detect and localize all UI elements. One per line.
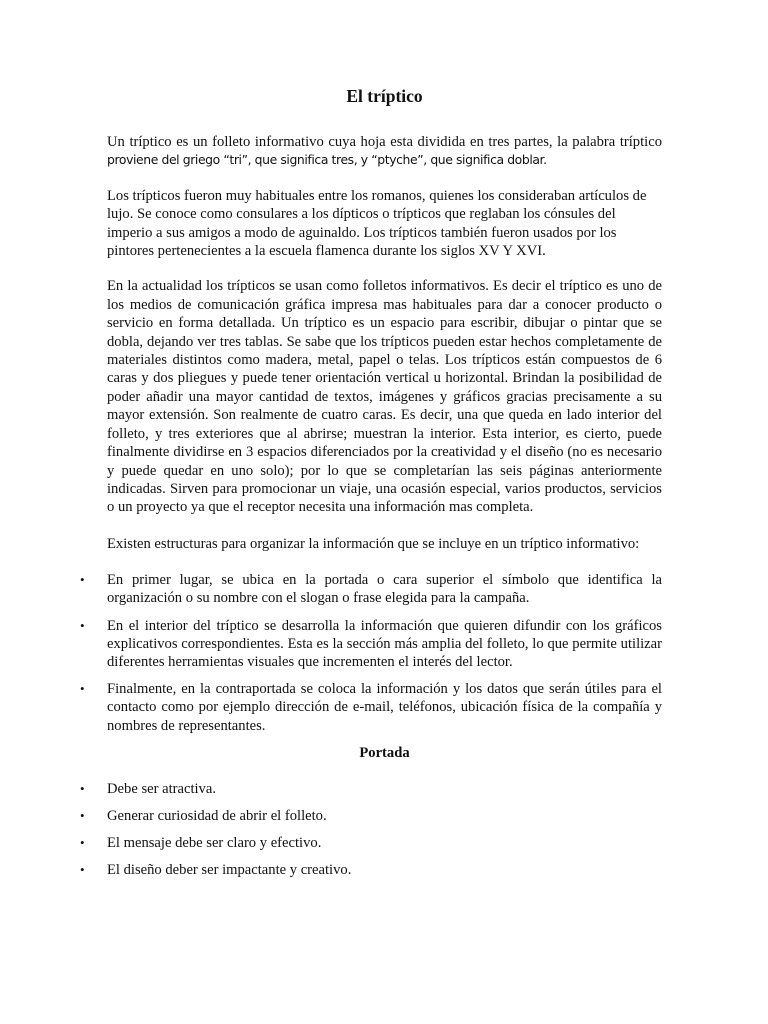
list-item-text: En primer lugar, se ubica en la portada o cara superior el símbolo que identifica la organización o su nombre con el slogan o frase elegida para la campaña.	[107, 572, 662, 607]
list-item	[80, 780, 662, 798]
list-item-text: Debe ser atractiva.	[107, 780, 216, 797]
list-item	[80, 617, 662, 672]
list-item	[80, 807, 662, 825]
paragraph-history: Los trípticos fueron muy habituales entre los romanos, quienes los consideraban artículos de lujo. Se conoce como consulares a los dípticos o trípticos que reglaban los cónsules del imperio a sus amigos a modo de aguinaldo. Los trípticos también fueron usados por los pintores pertenecientes a la escuela flamenca durante los siglos XV Y XVI.	[107, 187, 647, 260]
paragraph-structures-intro: Existen estructuras para organizar la información que se incluye en un tríptico informativo:	[107, 535, 640, 552]
bullet-icon: •	[80, 617, 85, 633]
bullet-icon: •	[80, 572, 85, 588]
portada-list	[80, 780, 662, 880]
list-item-text: En el interior del tríptico se desarrolla la información que quieren difundir con los gráficos explicativos correspondientes. Esta es la sección más amplia del folleto, lo que permite utilizar diferentes herramientas visuales que incrementen el interés del lector.	[107, 617, 662, 670]
paragraph-current-use: En la actualidad los trípticos se usan como folletos informativos. Es decir el tríptico es uno de los medios de comunicación gráfica impresa mas habituales para dar a conocer producto o servicio en forma detallada. Un tríptico es un espacio para escribir, dibujar o pintar que se dobla, dejando ver tres tablas. Se sabe que los trípticos pueden estar hechos completamente de materiales distintos como madera, metal, papel o telas. Los trípticos están compuestos de 6 caras y dos pliegues y puede tener orientación vertical u horizontal. Brindan la posibilidad de poder añadir una mayor cantidad de textos, imágenes y gráficos gracias precisamente a su mayor extensión. Son realmente de cuatro caras. Es decir, una que queda en lado interior del folleto, y tres exteriores que al abrirse; muestran la interior. Esta interior, es cierto, puede finalmente dividirse en 3 espacios diferenciados por la creatividad y el diseño (no es necesario y puede quedar en uno solo); por lo que se completarían las seis páginas anteriormente indicadas. Sirven para promocionar un viaje, una ocasión especial, varios productos, servicios o un proyecto ya que el receptor necesita una información mas completa.	[107, 278, 662, 516]
paragraph-intro-sans: proviene del griego “tri”, que significa tres, y “ptyche”, que significa doblar.	[107, 152, 547, 168]
list-item-text: El diseño deber ser impactante y creativo.	[107, 862, 352, 879]
structure-list	[80, 571, 662, 735]
list-item	[80, 680, 662, 735]
paragraph-intro	[107, 133, 662, 170]
list-item-text: El mensaje debe ser claro y efectivo.	[107, 835, 322, 852]
list-item-text: Generar curiosidad de abrir el folleto.	[107, 807, 327, 824]
document-title: El tríptico	[346, 86, 423, 106]
bullet-icon: •	[80, 681, 85, 697]
list-item	[80, 834, 662, 852]
bullet-icon: •	[80, 862, 85, 878]
bullet-icon: •	[80, 807, 85, 823]
list-item-text: Finalmente, en la contraportada se coloca la información y los datos que serán útiles para el contacto como por ejemplo dirección de e-mail, teléfonos, ubicación física de la compañía y nombres de representantes.	[107, 681, 662, 734]
section-heading-portada: Portada	[359, 744, 410, 761]
list-item	[80, 861, 662, 879]
bullet-icon: •	[80, 835, 85, 851]
list-item	[80, 571, 662, 607]
paragraph-intro-serif: Un tríptico es un folleto informativo cuya hoja esta dividida en tres partes, la palabra tríptico	[107, 134, 662, 150]
bullet-icon: •	[80, 780, 85, 796]
